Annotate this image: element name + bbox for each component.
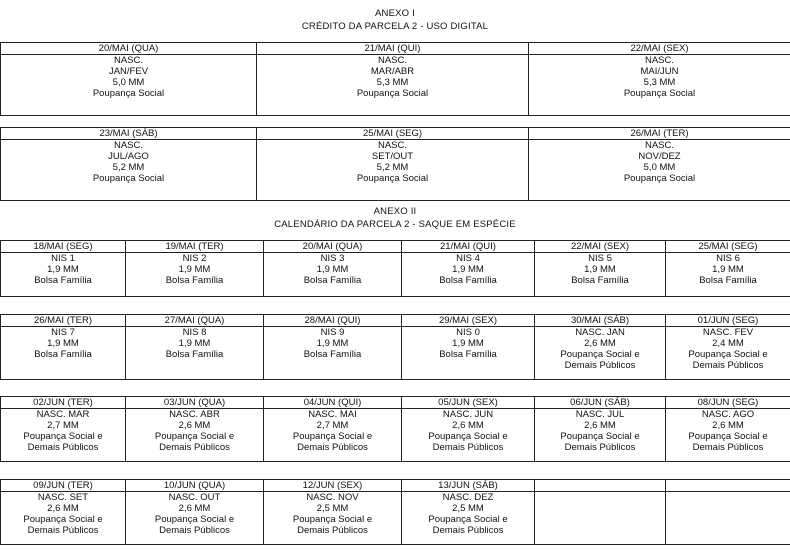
payment-cell	[402, 253, 535, 297]
payment-detail-line: NIS 2	[182, 253, 207, 264]
payment-detail-line: 1,9 MM	[178, 264, 211, 275]
date-header: 13/JUN (SÁB)	[402, 480, 535, 492]
payment-cell	[126, 409, 264, 462]
payment-detail-line: NIS 9	[320, 327, 345, 338]
payment-detail-line: NASC.	[113, 55, 144, 66]
payment-detail-line: NASC. DEZ	[442, 492, 494, 503]
payment-detail-line: NASC.	[644, 55, 675, 66]
empty-cell	[666, 492, 790, 545]
payment-cell	[1, 253, 126, 297]
date-header: 20/MAI (QUA)	[264, 241, 402, 253]
date-header: 04/JUN (QUI)	[264, 397, 402, 409]
payment-detail-line: Bolsa Família	[439, 349, 497, 360]
payment-detail-line: Demais Públicos	[432, 442, 504, 453]
payment-detail-line: 1,9 MM	[316, 338, 349, 349]
date-header: 29/MAI (SEX)	[402, 315, 535, 327]
payment-detail-line: NASC.	[644, 140, 675, 151]
payment-detail-line: Demais Públicos	[27, 525, 99, 536]
payment-cell	[666, 409, 790, 462]
payment-cell	[257, 140, 529, 201]
payment-detail-line: 2,5 MM	[316, 503, 349, 514]
payment-detail-line: 2,5 MM	[452, 503, 484, 514]
date-header: 03/JUN (QUA)	[126, 397, 264, 409]
payment-detail-line: Demais Públicos	[692, 442, 764, 453]
payment-detail-line: NASC. NOV	[306, 492, 359, 503]
payment-cell	[529, 55, 790, 116]
payment-detail-line: JUL/AGO	[108, 151, 149, 162]
payment-detail-line: 2,4 MM	[712, 338, 744, 349]
payment-detail-line: 5,0 MM	[112, 77, 145, 88]
date-header: 09/JUN (TER)	[1, 480, 126, 492]
date-header: 23/MAI (SÁB)	[1, 128, 257, 140]
payment-detail-line: Bolsa Família	[571, 275, 629, 286]
payment-detail-line: Demais Públicos	[564, 442, 636, 453]
date-header: 27/MAI (QUA)	[126, 315, 264, 327]
payment-detail-line: 2,6 MM	[47, 503, 79, 514]
payment-detail-line: NASC. ABR	[169, 409, 220, 420]
payment-detail-line: 1,9 MM	[47, 264, 79, 275]
payment-detail-line: NOV/DEZ	[638, 151, 681, 162]
payment-cell	[1, 492, 126, 545]
payment-detail-line: 1,9 MM	[452, 338, 484, 349]
payment-detail-line: 5,0 MM	[643, 162, 676, 173]
date-header: 20/MAI (QUA)	[1, 43, 257, 55]
payment-cell	[126, 253, 264, 297]
payment-detail-line: NASC. SET	[37, 492, 89, 503]
annex1-week-table	[0, 42, 790, 116]
date-header: 19/MAI (TER)	[126, 241, 264, 253]
payment-detail-line: Demais Públicos	[432, 525, 504, 536]
date-header: 01/JUN (SEG)	[666, 315, 790, 327]
payment-cell	[1, 409, 126, 462]
payment-detail-line: Poupança Social	[356, 173, 429, 184]
payment-detail-line: NASC.	[377, 140, 408, 151]
annex2-week-table	[0, 314, 790, 380]
payment-detail-line: NIS 5	[588, 253, 612, 264]
payment-cell	[666, 327, 790, 380]
date-header: 22/MAI (SEX)	[529, 43, 790, 55]
date-header: 22/MAI (SEX)	[535, 241, 666, 253]
empty-header-cell	[666, 480, 790, 492]
payment-detail-line: Poupança Social e	[428, 514, 508, 525]
payment-detail-line: Poupança Social	[92, 173, 165, 184]
date-header: 30/MAI (SÁB)	[535, 315, 666, 327]
date-header: 08/JUN (SEG)	[666, 397, 790, 409]
payment-detail-line: NASC. OUT	[168, 492, 221, 503]
payment-detail-line: NIS 4	[456, 253, 480, 264]
annex2-week-table	[0, 396, 790, 462]
date-header: 25/MAI (SEG)	[257, 128, 529, 140]
payment-detail-line: NASC. MAI	[308, 409, 357, 420]
payment-detail-line: Poupança Social e	[560, 349, 640, 360]
payment-detail-line: Poupança Social	[623, 88, 696, 99]
payment-detail-line: NASC. JUL	[575, 409, 625, 420]
payment-detail-line: 2,7 MM	[47, 420, 79, 431]
annex2-week-table	[0, 240, 790, 297]
date-header: 05/JUN (SEX)	[402, 397, 535, 409]
payment-cell	[126, 327, 264, 380]
payment-detail-line: 2,6 MM	[584, 338, 616, 349]
payment-detail-line: Poupança Social e	[292, 514, 373, 525]
payment-detail-line: 5,2 MM	[376, 162, 409, 173]
payment-cell	[535, 409, 666, 462]
date-header: 21/MAI (QUI)	[402, 241, 535, 253]
empty-cell	[535, 492, 666, 545]
payment-detail-line: NASC. JUN	[442, 409, 494, 420]
payment-detail-line: 1,9 MM	[178, 338, 211, 349]
annex2-title: ANEXO II	[373, 206, 417, 217]
date-header: 28/MAI (QUI)	[264, 315, 402, 327]
payment-detail-line: NIS 3	[320, 253, 345, 264]
payment-detail-line: NASC. MAR	[36, 409, 90, 420]
payment-detail-line: Poupança Social e	[23, 431, 103, 442]
payment-cell	[257, 55, 529, 116]
payment-detail-line: 5,3 MM	[376, 77, 409, 88]
payment-detail-line: MAI/JUN	[640, 66, 679, 77]
payment-detail-line: 2,6 MM	[584, 420, 616, 431]
payment-detail-line: NASC. JAN	[575, 327, 625, 338]
payment-detail-line: SET/OUT	[371, 151, 414, 162]
payment-cell	[1, 55, 257, 116]
payment-detail-line: NASC. FEV	[702, 327, 754, 338]
payment-detail-line: Poupança Social e	[428, 431, 508, 442]
annex1-subtitle: CRÉDITO DA PARCELA 2 - USO DIGITAL	[301, 21, 489, 32]
payment-cell	[402, 492, 535, 545]
payment-detail-line: Bolsa Família	[34, 275, 92, 286]
payment-detail-line: NIS 8	[182, 327, 207, 338]
payment-detail-line: Poupança Social	[92, 88, 165, 99]
empty-header-cell	[535, 480, 666, 492]
payment-detail-line: Poupança Social e	[23, 514, 103, 525]
date-header: 26/MAI (TER)	[529, 128, 790, 140]
payment-cell	[264, 327, 402, 380]
payment-detail-line: Poupança Social e	[688, 349, 768, 360]
payment-cell	[535, 253, 666, 297]
payment-detail-line: Poupança Social e	[292, 431, 373, 442]
payment-cell	[126, 492, 264, 545]
annex2-week-table	[0, 479, 790, 545]
payment-cell	[264, 253, 402, 297]
payment-detail-line: Bolsa Família	[165, 349, 224, 360]
payment-cell	[1, 140, 257, 201]
payment-detail-line: 1,9 MM	[712, 264, 744, 275]
payment-detail-line: 2,6 MM	[452, 420, 484, 431]
payment-detail-line: NASC.	[377, 55, 408, 66]
payment-detail-line: Demais Públicos	[564, 360, 636, 371]
payment-detail-line: 1,9 MM	[584, 264, 616, 275]
payment-detail-line: 1,9 MM	[452, 264, 484, 275]
payment-detail-line: 5,3 MM	[643, 77, 676, 88]
date-header: 06/JUN (SÁB)	[535, 397, 666, 409]
payment-detail-line: NASC. AGO	[701, 409, 755, 420]
annex2-subtitle: CALENDÁRIO DA PARCELA 2 - SAQUE EM ESPÉCIE	[274, 219, 516, 230]
payment-cell	[264, 492, 402, 545]
payment-detail-line: Poupança Social e	[560, 431, 640, 442]
payment-detail-line: Bolsa Família	[303, 275, 362, 286]
payment-detail-line: NASC.	[113, 140, 144, 151]
payment-cell	[264, 409, 402, 462]
payment-detail-line: Bolsa Família	[439, 275, 497, 286]
payment-detail-line: Poupança Social e	[154, 431, 235, 442]
payment-detail-line: 2,6 MM	[712, 420, 744, 431]
date-header: 02/JUN (TER)	[1, 397, 126, 409]
payment-detail-line: Demais Públicos	[692, 360, 764, 371]
payment-detail-line: 1,9 MM	[316, 264, 349, 275]
date-header: 12/JUN (SEX)	[264, 480, 402, 492]
annex1-title: ANEXO I	[375, 8, 415, 19]
payment-detail-line: 1,9 MM	[47, 338, 79, 349]
payment-detail-line: Bolsa Família	[34, 349, 92, 360]
date-header: 10/JUN (QUA)	[126, 480, 264, 492]
payment-detail-line: JAN/FEV	[108, 66, 149, 77]
payment-cell	[529, 140, 790, 201]
date-header: 21/MAI (QUI)	[257, 43, 529, 55]
payment-detail-line: NIS 1	[51, 253, 75, 264]
payment-detail-line: Poupança Social	[623, 173, 696, 184]
payment-detail-line: NIS 7	[51, 327, 75, 338]
payment-detail-line: Bolsa Família	[165, 275, 224, 286]
payment-cell	[535, 327, 666, 380]
payment-cell	[1, 327, 126, 380]
payment-detail-line: Demais Públicos	[159, 442, 230, 453]
payment-detail-line: 2,6 MM	[178, 420, 211, 431]
payment-detail-line: MAR/ABR	[370, 66, 415, 77]
date-header: 25/MAI (SEG)	[666, 241, 790, 253]
payment-cell	[402, 327, 535, 380]
annex1-week-table	[0, 127, 790, 201]
payment-detail-line: Poupança Social	[356, 88, 429, 99]
payment-detail-line: Bolsa Família	[699, 275, 757, 286]
payment-detail-line: Demais Públicos	[159, 525, 230, 536]
payment-detail-line: 5,2 MM	[112, 162, 145, 173]
payment-detail-line: Poupança Social e	[154, 514, 235, 525]
payment-detail-line: Demais Públicos	[27, 442, 99, 453]
payment-detail-line: Demais Públicos	[297, 442, 368, 453]
payment-detail-line: 2,6 MM	[178, 503, 211, 514]
payment-detail-line: NIS 6	[716, 253, 740, 264]
payment-detail-line: NIS 0	[456, 327, 480, 338]
payment-detail-line: Bolsa Família	[303, 349, 362, 360]
date-header: 26/MAI (TER)	[1, 315, 126, 327]
payment-detail-line: Poupança Social e	[688, 431, 768, 442]
payment-cell	[666, 253, 790, 297]
payment-detail-line: 2,7 MM	[316, 420, 349, 431]
payment-detail-line: Demais Públicos	[297, 525, 368, 536]
date-header: 18/MAI (SEG)	[1, 241, 126, 253]
payment-cell	[402, 409, 535, 462]
